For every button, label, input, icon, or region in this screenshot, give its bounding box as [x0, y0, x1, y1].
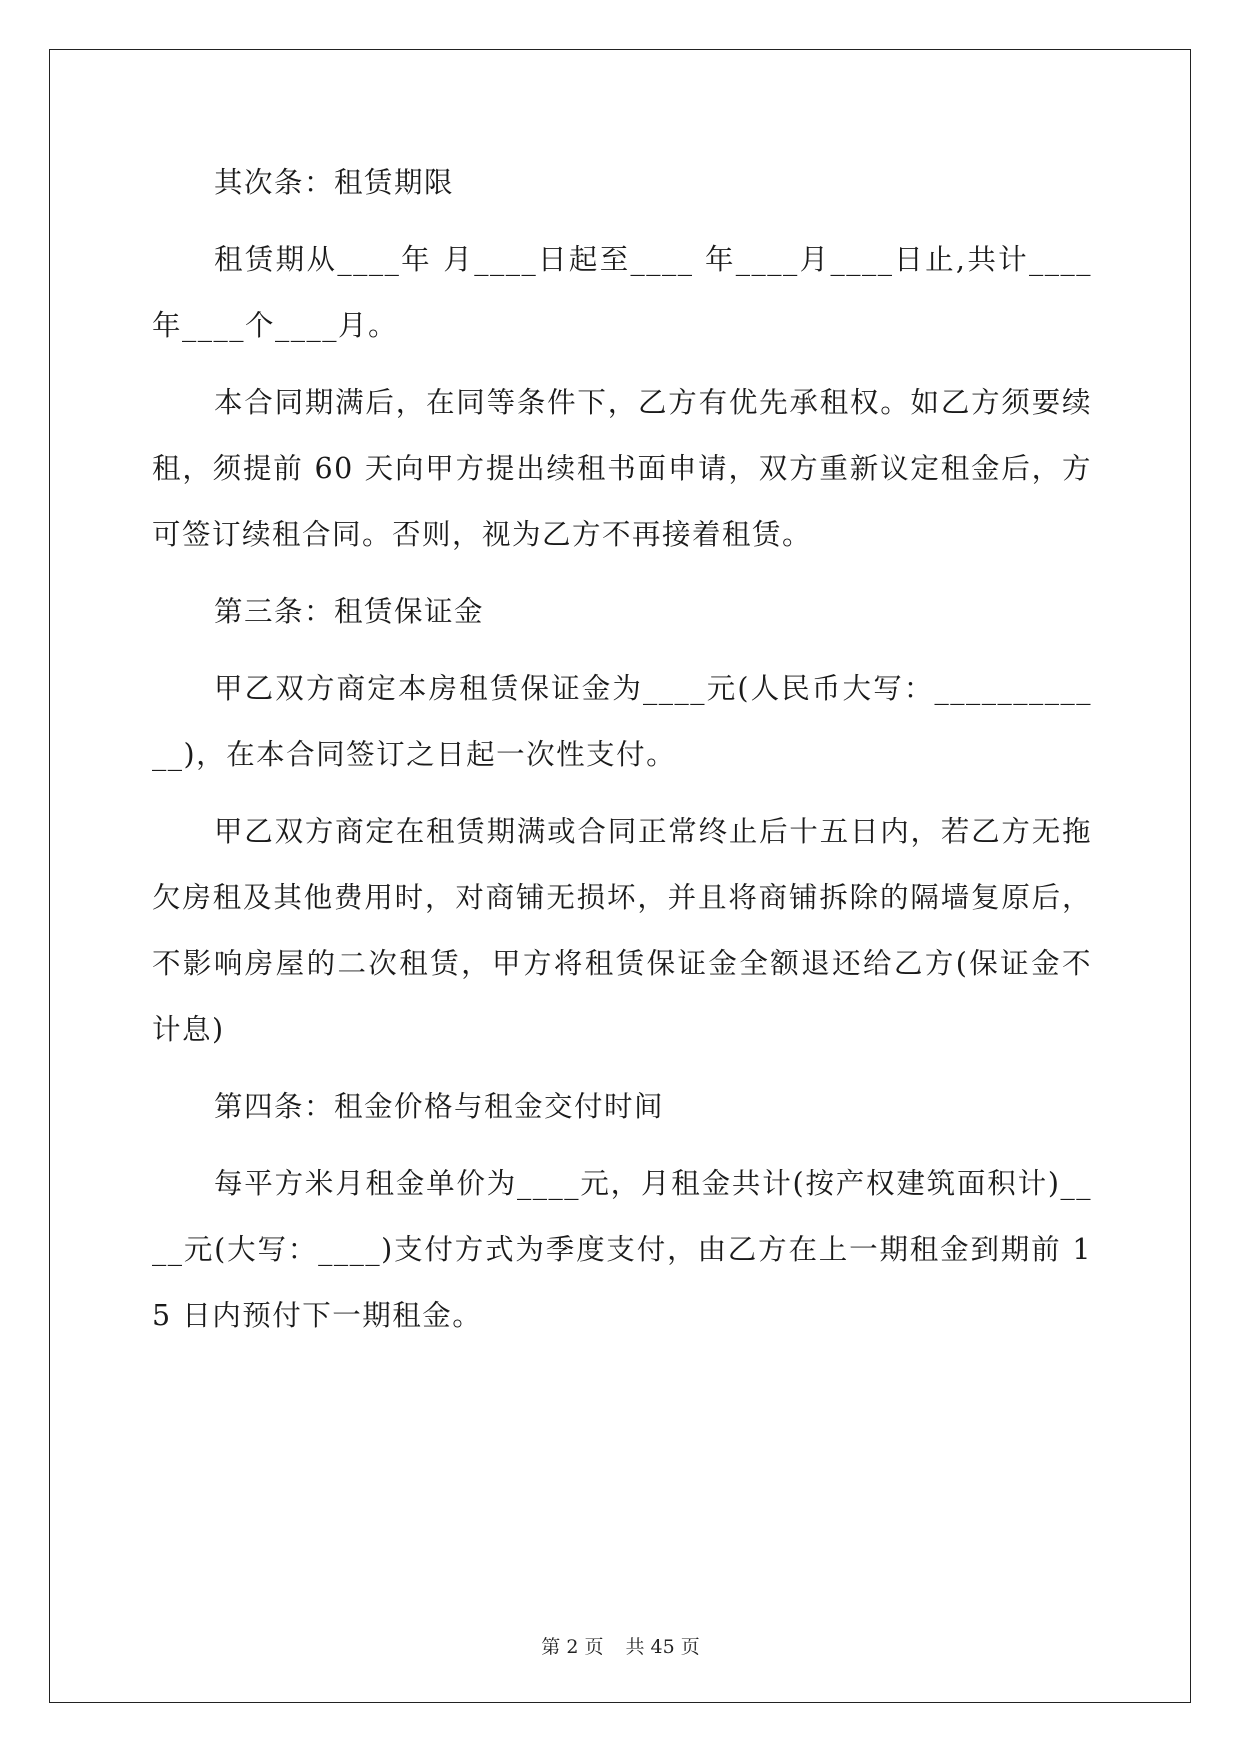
section-heading-deposit: 第三条：租赁保证金 [214, 595, 485, 628]
page-total: 共 45 页 [625, 1636, 700, 1658]
paragraph-rent-payment: 每平方米月租金单价为____元，月租金共计(按产权建筑面积计)____元(大写：____)支付方式为季度支付，由乙方在上一期租金到期前 15 日内预付下一期租金。 [152, 1167, 1092, 1332]
paragraph-deposit-refund: 甲乙双方商定在租赁期满或合同正常终止后十五日内，若乙方无拖欠房租及其他费用时，对商铺无损坏，并且将商铺拆除的隔墙复原后，不影响房屋的二次租赁，甲方将租赁保证金全额退还给乙方(保证金不计息) [152, 815, 1092, 1046]
paragraph-lease-period: 租赁期从____年 月____日起至____ 年____月____日止,共计____年____个____月。 [152, 243, 1092, 342]
document-body [152, 150, 1092, 1360]
section-heading-rent: 第四条：租金价格与租金交付时间 [214, 1090, 665, 1123]
page-number: 第 2 页 [541, 1636, 604, 1658]
page-footer [0, 1632, 1241, 1659]
paragraph-deposit-amount: 甲乙双方商定本房租赁保证金为____元(人民币大写：____________)，在本合同签订之日起一次性支付。 [152, 672, 1092, 771]
section-heading-lease-term: 其次条：租赁期限 [214, 166, 455, 199]
paragraph-renewal: 本合同期满后，在同等条件下，乙方有优先承租权。如乙方须要续租，须提前 60 天向甲方提出续租书面申请，双方重新议定租金后，方可签订续租合同。否则，视为乙方不再接着租赁。 [152, 386, 1092, 551]
